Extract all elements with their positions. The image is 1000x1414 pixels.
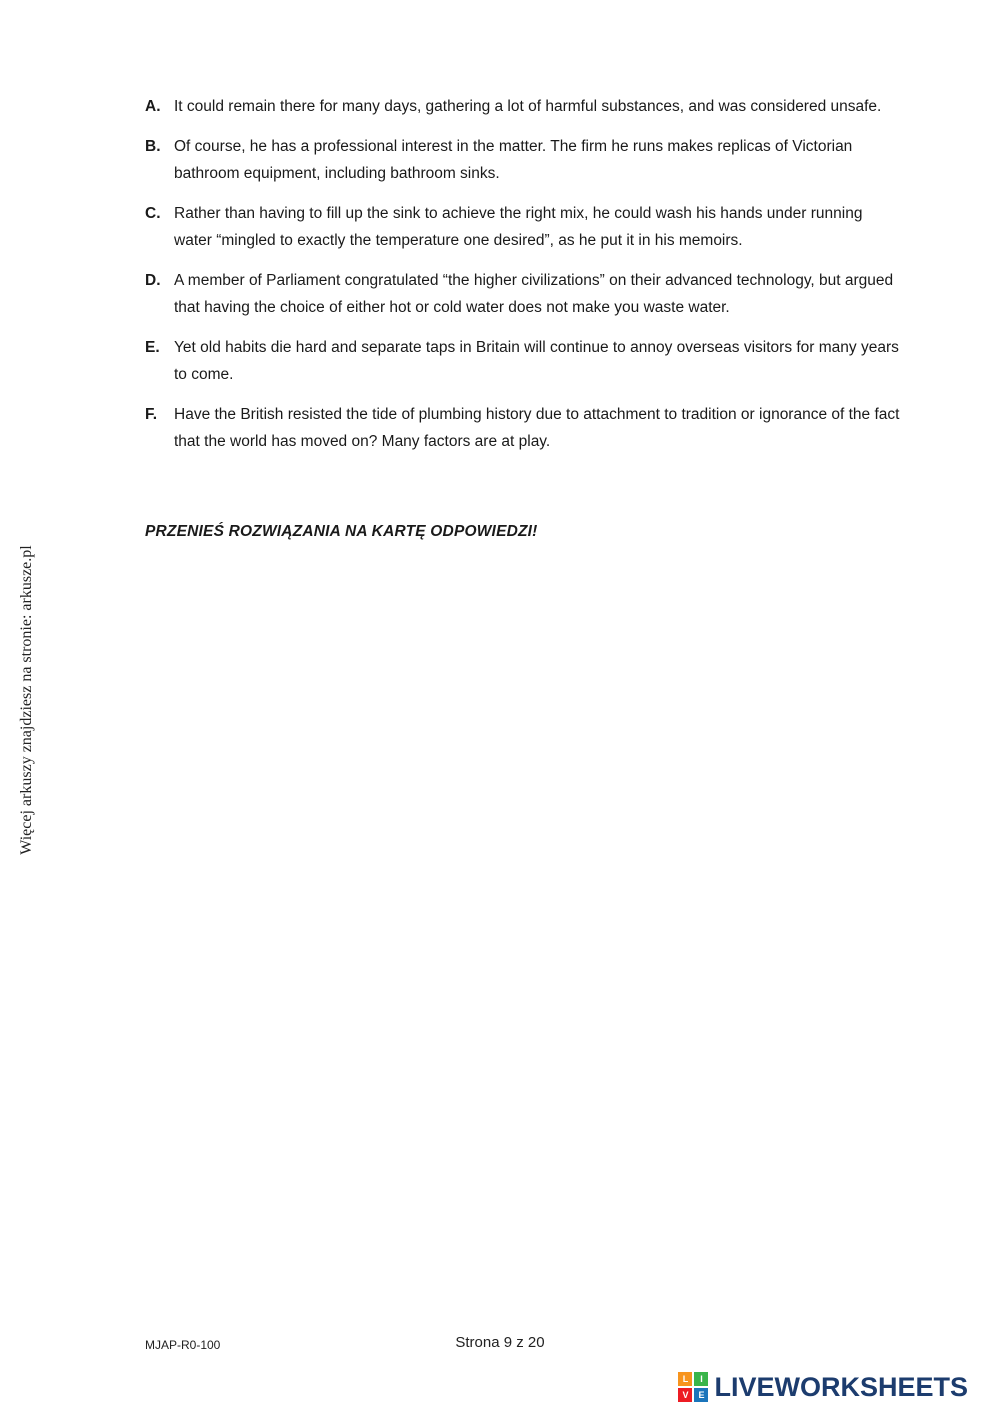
- option-item-f: [145, 402, 902, 456]
- option-text: Have the British resisted the tide of plumbing history due to attachment to tradition or ignorance of the fact that the world has moved on? Many factors are at play.: [174, 405, 900, 450]
- option-item-a: [145, 94, 902, 121]
- option-label: C.: [145, 204, 161, 222]
- exam-sheet-code: MJAP-R0-100: [145, 1338, 221, 1352]
- logo-square-l: L: [678, 1372, 692, 1386]
- option-label: E.: [145, 338, 160, 356]
- option-item-d: [145, 268, 902, 322]
- logo-square-e: E: [694, 1388, 708, 1402]
- liveworksheets-grid-icon: [678, 1372, 708, 1402]
- option-text: It could remain there for many days, gathering a lot of harmful substances, and was considered unsafe.: [174, 98, 882, 115]
- liveworksheets-logo[interactable]: [678, 1372, 968, 1402]
- option-text: Of course, he has a professional interest in the matter. The firm he runs makes replicas of Victorian bathroom equipment, including bathroom sinks.: [174, 137, 853, 182]
- sidebar-watermark-text: Więcej arkuszy znajdziesz na stronie: arkusze.pl: [18, 545, 35, 855]
- answer-options-list: [145, 94, 902, 546]
- option-label: A.: [145, 98, 161, 115]
- option-item-c: [145, 201, 902, 255]
- option-label: B.: [145, 137, 161, 155]
- page-number: Strona 9 z 20: [455, 1334, 545, 1351]
- transfer-answers-instruction: PRZENIEŚ ROZWIĄZANIA NA KARTĘ ODPOWIEDZI!: [145, 522, 538, 540]
- liveworksheets-wordmark: LIVEWORKSHEETS: [714, 1371, 968, 1402]
- option-text: Yet old habits die hard and separate taps in Britain will continue to annoy overseas visitors for many years to come.: [174, 338, 899, 383]
- option-text: Rather than having to fill up the sink to achieve the right mix, he could wash his hands under running water “mingled to exactly the temperature one desired”, as he put it in his memoirs.: [174, 204, 863, 249]
- option-item-e: [145, 335, 902, 389]
- logo-square-v: V: [678, 1388, 692, 1402]
- option-item-b: [145, 134, 902, 188]
- option-label: D.: [145, 271, 161, 289]
- option-text: A member of Parliament congratulated “the higher civilizations” on their advanced technology, but argued that having the choice of either hot or cold water does not make you waste water.: [174, 271, 894, 316]
- logo-square-i: I: [694, 1372, 708, 1386]
- option-label: F.: [145, 405, 158, 423]
